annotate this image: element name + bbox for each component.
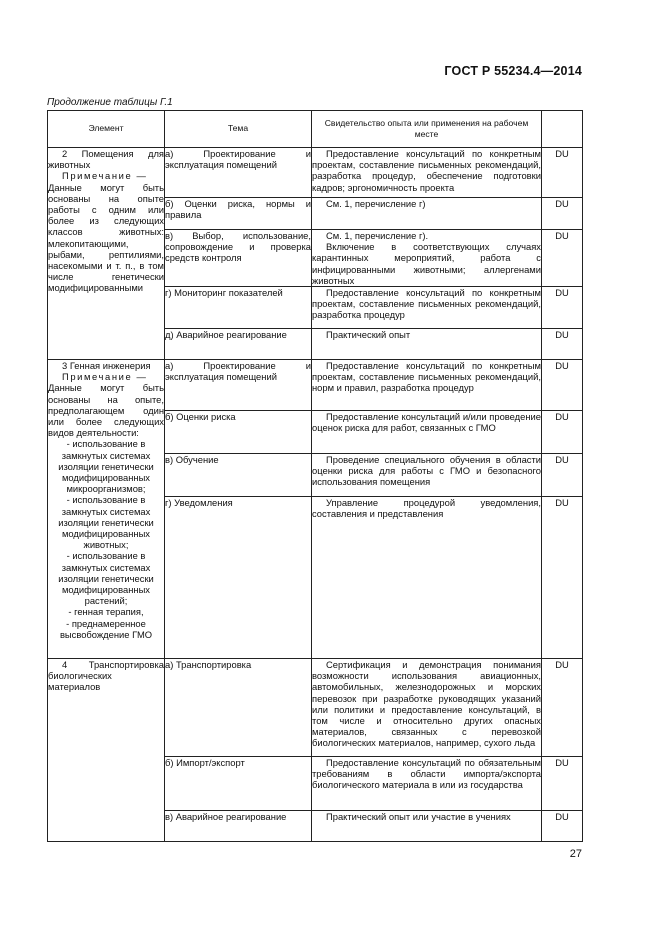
topic-cell: а) Транспортировка [165,659,312,757]
column-header-topic: Тема [165,111,312,148]
evidence-text: Проведение специального обучения в области оценки риска для работы с ГМО и безопасного использования помещения [312,454,541,488]
evidence-text: Предоставление консультаций по конкретным проектам, составление письменных рекомендаций, разработка процедур [312,287,541,321]
code-cell: DU [542,411,583,454]
evidence-cell [312,454,542,497]
evidence-text: Практический опыт или участие в учениях [326,811,511,823]
element-cell-animal-facilities [48,148,165,360]
standard-designation: ГОСТ Р 55234.4—2014 [444,64,582,78]
code-cell: DU [542,230,583,287]
element-title: 4 Транспортировка биологических материалов [48,659,164,693]
evidence-text: Сертификация и демонстрация понимания возможности использования авиационных, автомобильных, железнодорожных и морских перевозок при разработке руководящих указаний или политики и предоставление консультаций, в том числе и относительно других опасных материалов, связанных с перевозкой биологических материалов, например, сухого льда [312,659,541,749]
element-title: 3 Генная инженерия [62,360,151,372]
column-header-element: Элемент [48,111,165,148]
topic-cell: а) Проектирование и эксплуатация помещений [165,148,312,198]
code-cell: DU [542,811,583,842]
table-header-row [48,111,583,148]
evidence-cell [312,360,542,411]
evidence-cell [312,148,542,198]
evidence-cell [312,230,542,287]
code-cell: DU [542,287,583,329]
code-cell: DU [542,198,583,230]
note-list-item: - использование в замкнутых системах изоляции генетически модифицированных растений; [58,550,154,607]
code-cell: DU [542,360,583,411]
code-cell: DU [542,757,583,811]
topic-cell: г) Уведомления [165,497,312,659]
evidence-text: Предоставление консультаций по конкретным проектам, составление письменных рекомендаций, разработка процедур, обеспечение подготовки кадров; эргономичность проекта [312,148,541,193]
evidence-cell [312,329,542,360]
topic-cell: б) Импорт/экспорт [165,757,312,811]
code-cell: DU [542,497,583,659]
topic-cell: в) Выбор, использование, сопровождение и проверка средств контроля [165,230,312,287]
evidence-text: Включение в соответствующих случаях карантинных мероприятий, работа с инфицированными животными; аллергенами животных [312,241,541,286]
code-cell: DU [542,148,583,198]
topic-cell: б) Оценки риска, нормы и правила [165,198,312,230]
table-row [48,659,583,757]
note-text: Данные могут быть основаны на опыте работы с одним или более из следующих классов животных: млекопитающими, рыбами, рептилиями, насекомыми и т. п., в том числе генетически модифицированными [48,181,164,294]
note-list-item: - генная терапия, [68,606,144,618]
evidence-cell [312,811,542,842]
evidence-cell [312,757,542,811]
topic-cell: г) Мониторинг показателей [165,287,312,329]
topic-cell: в) Аварийное реагирование [165,811,312,842]
code-cell: DU [542,329,583,360]
evidence-cell [312,659,542,757]
element-cell-genetic-engineering [48,360,165,659]
evidence-cell [312,198,542,230]
table-row [48,148,583,198]
code-cell: DU [542,659,583,757]
evidence-text: См. 1, перечисление г). [326,230,429,241]
evidence-cell [312,411,542,454]
note-list-item: - преднамеренное высвобождение ГМО [59,617,153,640]
column-header-evidence: Свидетельство опыта или применения на рабочем месте [312,111,542,148]
topic-cell: в) Обучение [165,454,312,497]
note-label: Примечание — [62,371,148,383]
topic-cell: д) Аварийное реагирование [165,329,312,360]
topic-cell: б) Оценки риска [165,411,312,454]
evidence-cell [312,497,542,659]
evidence-text: Предоставление консультаций по конкретным проектам, составление письменных рекомендаций, норм и правил, разработка процедур [312,360,541,394]
evidence-text: Предоставление консультаций по обязательным требованиям в области импорта/экспорта биологического материала в или из государства [312,757,541,791]
element-cell-transport [48,659,165,842]
table-continuation-caption: Продолжение таблицы Г.1 [47,97,173,108]
evidence-text: Управление процедурой уведомления, составления и представления [312,497,541,520]
column-header-code [542,111,583,148]
evidence-text: Предоставление консультаций и/или проведение оценок риска для работ, связанных с ГМО [312,411,541,434]
evidence-text: См. 1, перечисление г) [326,198,426,209]
note-list-item: - использование в замкнутых системах изоляции генетически модифицированных животных; [58,494,154,551]
note-text: Данные могут быть основаны на опыте, предполагающем один или более следующих видов деятельности: [48,382,164,439]
code-cell: DU [542,454,583,497]
element-title: 2 Помещения для животных [48,148,164,171]
table-row [48,360,583,411]
topic-cell: а) Проектирование и эксплуатация помещений [165,360,312,411]
note-list-item: - использование в замкнутых системах изоляции генетически модифицированных микроорганизмов; [58,438,154,495]
evidence-text: Практический опыт [326,329,411,341]
competence-table [47,110,583,842]
evidence-cell [312,287,542,329]
page-number: 27 [569,848,582,860]
note-label: Примечание — [62,170,148,182]
